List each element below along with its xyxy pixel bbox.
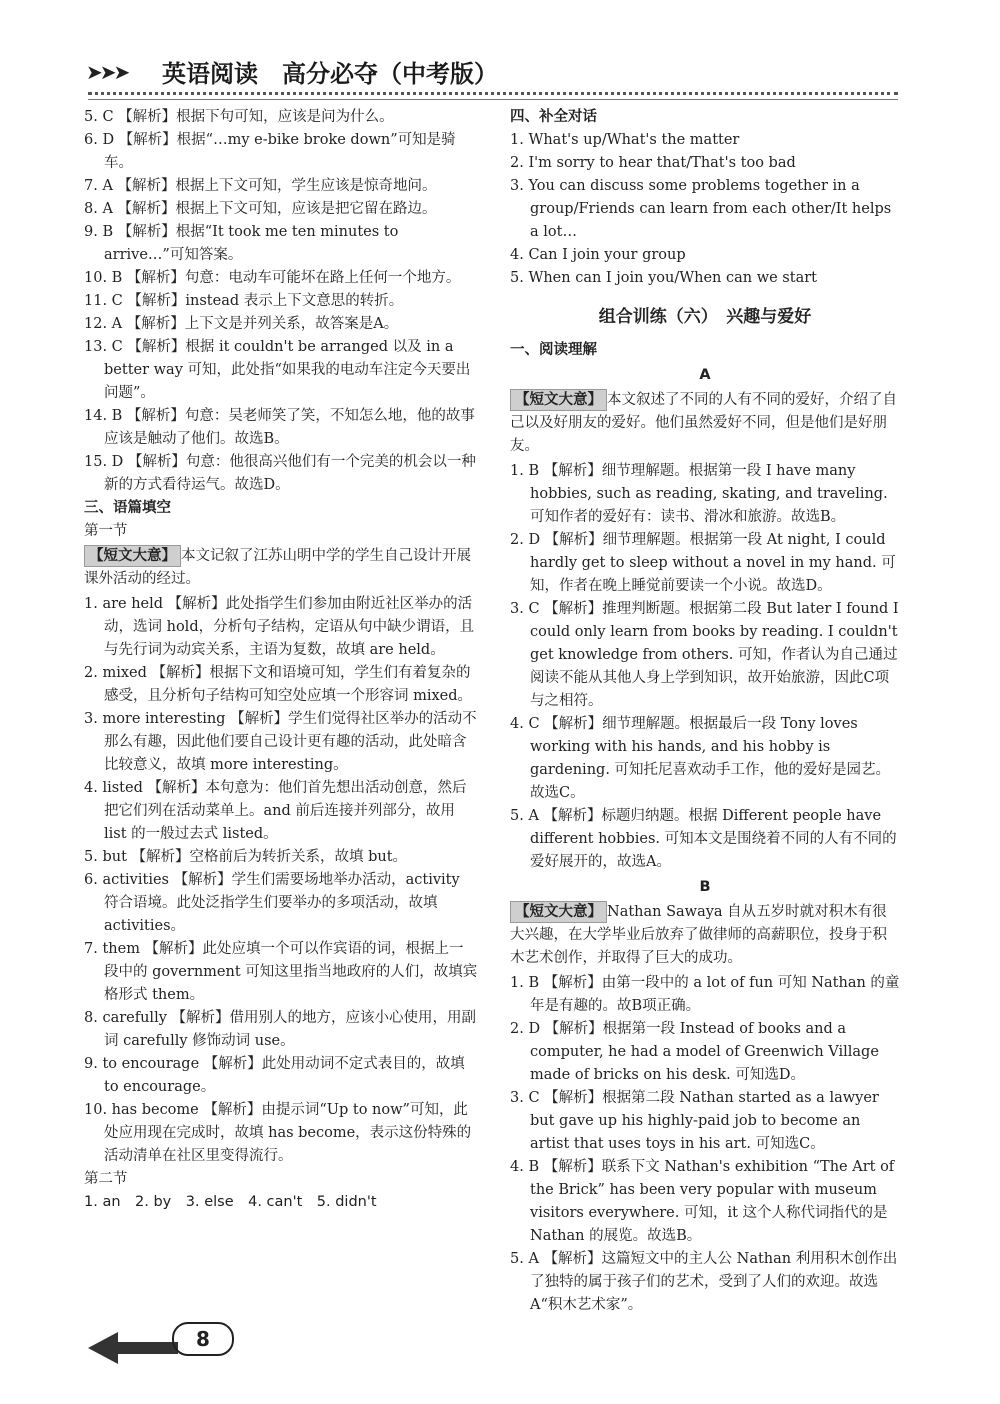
passage-label-b: B <box>699 879 711 895</box>
dialog-answer: 3. You can discuss some problems together in a group/Friends can learn from each other/It helps a lot… <box>510 178 892 240</box>
answer-item: 5. A 【解析】标题归纳题。根据 Different people have different hobbies. 可知本文是围绕着不同的人有不同的爱好展开的，故选A。 <box>510 808 897 870</box>
answer-item: 13. C 【解析】根据 it couldn't be arranged 以及 in a better way 可知，此处指“如果我的电动车注定今天要出问题”。 <box>84 339 471 401</box>
answer-item: 4. C 【解析】细节理解题。根据最后一段 Tony loves working with his hands, and his hobby is gardening. 可知托尼喜欢动手工作，他的爱好是园艺。故选C。 <box>510 716 891 801</box>
summary-badge: 【短文大意】 <box>510 389 607 411</box>
answer-item: 2. D 【解析】根据第一段 Instead of books and a computer, he had a model of Greenwich Village made of bricks on his desk. 可知选D。 <box>510 1021 879 1083</box>
answer-item: 8. A 【解析】根据上下文可知，应该是把它留在路边。 <box>84 201 437 217</box>
answer-item: 9. B 【解析】根据“It took me ten minutes to arrive…”可知答案。 <box>84 224 399 263</box>
answer-item: 1. B 【解析】由第一段中的 a lot of fun 可知 Nathan 的童年是有趣的。故B项正确。 <box>510 975 900 1014</box>
summary-badge: 【短文大意】 <box>510 901 607 923</box>
answer-item: 14. B 【解析】句意：吴老师笑了笑，不知怎么地，他的故事应该是触动了他们。故选B。 <box>84 408 475 447</box>
answer-item: 4. listed 【解析】本句意为：他们首先想出活动创意，然后把它们列在活动菜单上。and 前后连接并列部分，故用 list 的一般过去式 listed。 <box>84 780 467 842</box>
answer-item: 12. A 【解析】上下文是并列关系，故答案是A。 <box>84 316 399 332</box>
section-title-3: 三、语篇填空 <box>84 500 171 516</box>
unit-title: 组合训练（六） 兴趣与爱好 <box>598 307 812 327</box>
answer-item: 10. has become 【解析】由提示词“Up to now”可知，此处应用现在完成时，故填 has become，表示这份特殊的活动清单在社区里变得流行。 <box>84 1102 472 1164</box>
page-header <box>80 52 900 92</box>
passage-summary <box>84 545 478 591</box>
book-title: 英语阅读 高分必夺（中考版） <box>162 60 498 88</box>
answer-item: 6. D 【解析】根据“…my e-bike broke down”可知是骑车。 <box>84 132 456 171</box>
answer-item: 3. C 【解析】根据第二段 Nathan started as a lawyer but gave up his highly-paid job to become an artist that uses toys in his art. 可知选C。 <box>510 1090 879 1152</box>
answer-item: 6. activities 【解析】学生们需要场地举办活动，activity 符合语境。此处泛指学生们要举办的多项活动，故填 activities。 <box>84 872 460 934</box>
header-arrows-icon: ➤➤➤ <box>86 60 128 84</box>
passage-label-a: A <box>699 367 711 383</box>
answer-item: 11. C 【解析】instead 表示上下文意思的转折。 <box>84 293 404 309</box>
summary-text: 本文记叙了江苏山明中学的学生自己设计开展课外活动的经过。 <box>84 548 471 587</box>
dialog-answer: 2. I'm sorry to hear that/That's too bad <box>510 155 796 171</box>
header-dotted-rule <box>88 92 898 95</box>
answer-item: 3. more interesting 【解析】学生们觉得社区举办的活动不那么有趣，因此他们要自己设计更有趣的活动，此处暗含比较意义，故填 more interesting。 <box>84 711 477 773</box>
answer-item: 15. D 【解析】句意：他很高兴他们有一个完美的机会以一种新的方式看待运气。故选D。 <box>84 454 476 493</box>
left-column <box>84 106 478 1214</box>
answer-item: 10. B 【解析】句意：电动车可能坏在路上任何一个地方。 <box>84 270 461 286</box>
dialog-answer: 4. Can I join your group <box>510 247 686 263</box>
section-title-4: 四、补全对话 <box>510 109 597 125</box>
summary-badge: 【短文大意】 <box>84 545 181 567</box>
section-title-1: 一、阅读理解 <box>510 342 597 358</box>
answer-item: 9. to encourage 【解析】此处用动词不定式表目的，故填 to encourage。 <box>84 1056 465 1095</box>
answer-item: 5. A 【解析】这篇短文中的主人公 Nathan 利用积木创作出了独特的属于孩子们的艺术，受到了人们的欢迎。故选A“积木艺术家”。 <box>510 1251 898 1313</box>
summary-text: 本文叙述了不同的人有不同的爱好，介绍了自己以及好朋友的爱好。他们虽然爱好不同，但是他们是好朋友。 <box>510 392 897 454</box>
footer-arrow-icon <box>88 1328 178 1368</box>
dialog-answer: 1. What's up/What's the matter <box>510 132 740 148</box>
passage-summary <box>510 901 900 970</box>
answer-item: 1. B 【解析】细节理解题。根据第一段 I have many hobbies, such as reading, skating, and traveling. 可知作者的爱好有：读书、滑冰和旅游。故选B。 <box>510 463 888 525</box>
answer-item: 7. A 【解析】根据上下文可知，学生应该是惊奇地问。 <box>84 178 437 194</box>
answer-item: 5. but 【解析】空格前后为转折关系，故填 but。 <box>84 849 408 865</box>
answer-item: 7. them 【解析】此处应填一个可以作宾语的词，根据上一段中的 government 可知这里指当地政府的人们，故填宾格形式 them。 <box>84 941 478 1003</box>
page-number: 8 <box>172 1322 234 1356</box>
right-column <box>510 106 900 1317</box>
dialog-answer: 5. When can I join you/When can we start <box>510 270 817 286</box>
answer-item: 2. mixed 【解析】根据下文和语境可知，学生们有着复杂的感受，且分析句子结构可知空处应填一个形容词 mixed。 <box>84 665 473 704</box>
answer-item: 2. D 【解析】细节理解题。根据第一段 At night, I could hardly get to sleep without a novel in my hand. 可知，作者在晚上睡觉前要读一个小说。故选D。 <box>510 532 896 594</box>
section-subtitle: 第二节 <box>84 1171 128 1187</box>
answer-item: 4. B 【解析】联系下文 Nathan's exhibition “The Art of the Brick” has been very popular with museum visitors everywhere. 可知，it 这个人称代词指代的是 Nathan 的展览。故选B。 <box>510 1159 895 1244</box>
answer-item: 8. carefully 【解析】借用别人的地方，应该小心使用，用副词 carefully 修饰动词 use。 <box>84 1010 477 1049</box>
section-subtitle: 第一节 <box>84 523 128 539</box>
summary-text: Nathan Sawaya 自从五岁时就对积木有很大兴趣，在大学毕业后放弃了做律师的高薪职位，投身于积木艺术创作，并取得了巨大的成功。 <box>510 904 887 966</box>
answer-item: 1. are held 【解析】此处指学生们参加由附近社区举办的活动，选词 hold，分析句子结构，定语从句中缺少谓语，且与先行词为动宾关系，主语为复数，故填 are held。 <box>84 596 475 658</box>
header-rule <box>88 99 898 100</box>
answer-item: 5. C 【解析】根据下句可知，应该是问为什么。 <box>84 109 394 125</box>
section-answers: 1. an 2. by 3. else 4. can't 5. didn't <box>84 1194 377 1210</box>
passage-summary <box>510 389 900 458</box>
answer-item: 3. C 【解析】推理判断题。根据第二段 But later I found I could only learn from books by reading. I couldn't get knowledge from others. 可知，作者认为自己通过阅读不能从其他人身上学到知识，故开始旅游，因此C项与之相符。 <box>510 601 899 709</box>
